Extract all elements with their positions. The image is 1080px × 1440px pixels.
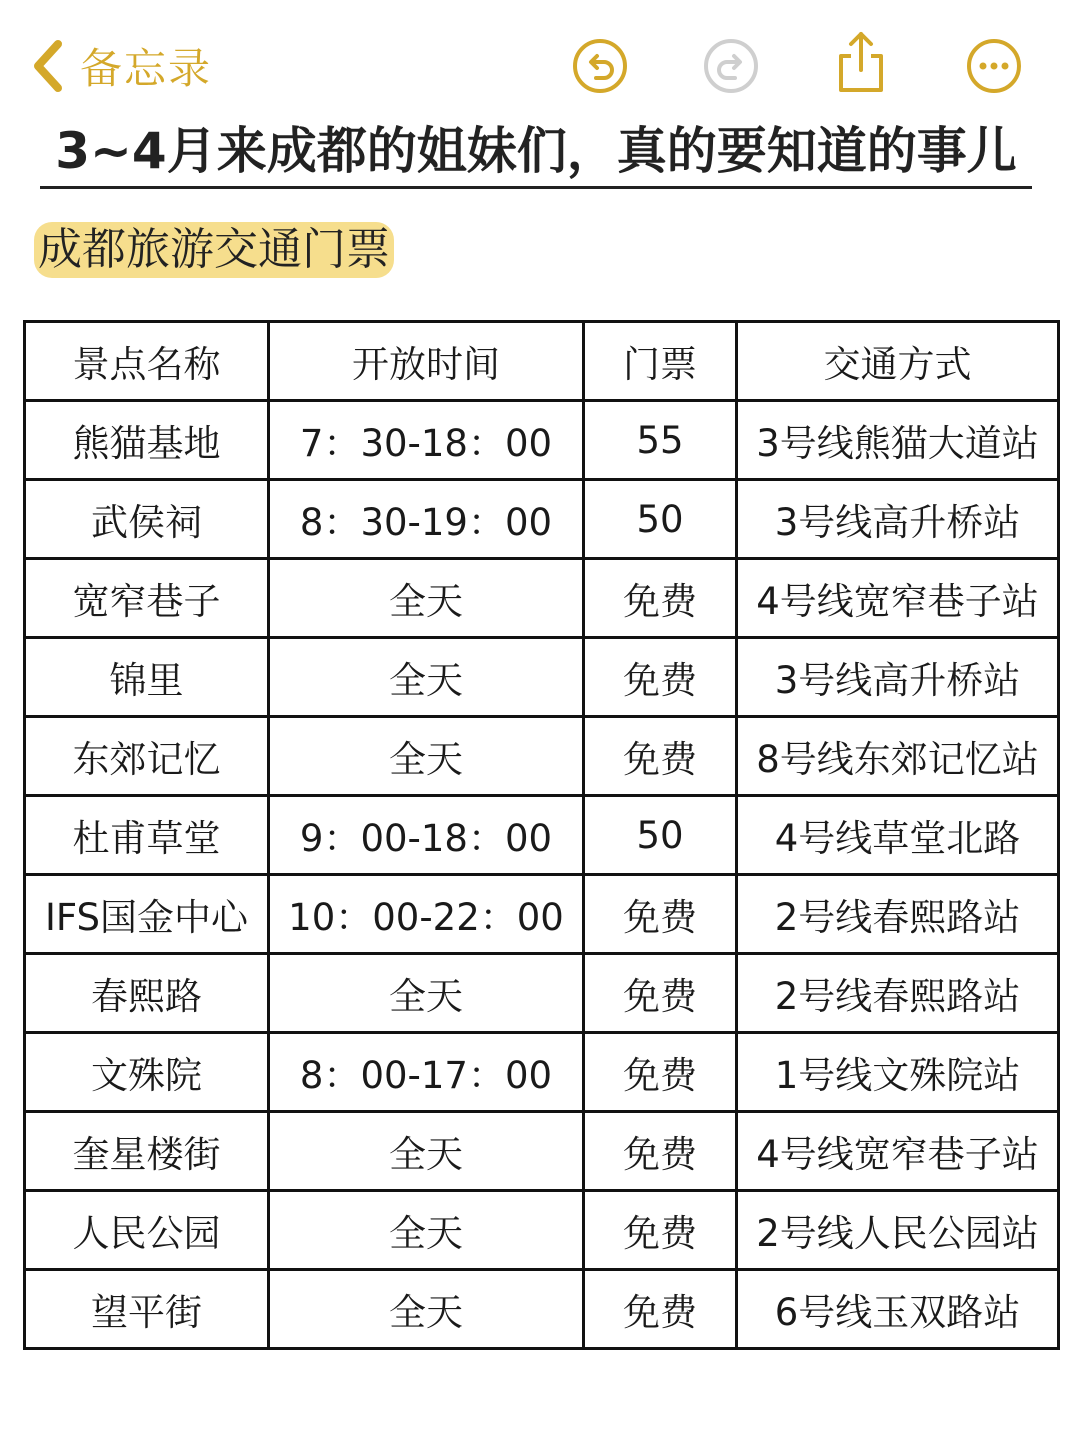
attraction-cell: 武侯祠 bbox=[25, 480, 269, 559]
transport-cell: 4号线宽窄巷子站 bbox=[737, 559, 1059, 638]
ticket-cell: 免费 bbox=[584, 1270, 737, 1349]
back-label: 备忘录 bbox=[80, 44, 213, 93]
attraction-cell: 杜甫草堂 bbox=[25, 796, 269, 875]
ticket-cell: 50 bbox=[584, 480, 737, 559]
ticket-cell: 免费 bbox=[584, 559, 737, 638]
transport-cell: 3号线熊猫大道站 bbox=[737, 401, 1059, 480]
hours-cell: 8：30-19：00 bbox=[269, 480, 584, 559]
hours-cell: 全天 bbox=[269, 1191, 584, 1270]
table-header-row bbox=[25, 322, 1059, 401]
undo-button[interactable] bbox=[572, 38, 628, 94]
table-row bbox=[25, 559, 1059, 638]
transport-cell: 2号线春熙路站 bbox=[737, 954, 1059, 1033]
column-header-ticket: 门票 bbox=[584, 322, 737, 401]
column-header-hours: 开放时间 bbox=[269, 322, 584, 401]
transport-cell: 1号线文殊院站 bbox=[737, 1033, 1059, 1112]
attraction-cell: 文殊院 bbox=[25, 1033, 269, 1112]
attraction-cell: 东郊记忆 bbox=[25, 717, 269, 796]
hours-cell: 全天 bbox=[269, 638, 584, 717]
attraction-cell: 锦里 bbox=[25, 638, 269, 717]
ticket-cell: 免费 bbox=[584, 1033, 737, 1112]
ticket-cell: 免费 bbox=[584, 954, 737, 1033]
redo-icon bbox=[703, 38, 759, 94]
ticket-cell: 免费 bbox=[584, 1112, 737, 1191]
attraction-cell: 宽窄巷子 bbox=[25, 559, 269, 638]
attraction-cell: 奎星楼街 bbox=[25, 1112, 269, 1191]
table-row bbox=[25, 875, 1059, 954]
ticket-cell: 免费 bbox=[584, 875, 737, 954]
table-row bbox=[25, 954, 1059, 1033]
chevron-left-icon bbox=[30, 38, 66, 94]
ticket-cell: 55 bbox=[584, 401, 737, 480]
hours-cell: 7：30-18：00 bbox=[269, 401, 584, 480]
hours-cell: 全天 bbox=[269, 1112, 584, 1191]
hours-cell: 全天 bbox=[269, 559, 584, 638]
table-row bbox=[25, 1270, 1059, 1349]
ticket-cell: 免费 bbox=[584, 638, 737, 717]
transport-cell: 4号线草堂北路 bbox=[737, 796, 1059, 875]
table-row bbox=[25, 796, 1059, 875]
transport-cell: 2号线人民公园站 bbox=[737, 1191, 1059, 1270]
note-title: 3~4月来成都的姐妹们，真的要知道的事儿 bbox=[40, 118, 1032, 189]
table-row bbox=[25, 1191, 1059, 1270]
hours-cell: 9：00-18：00 bbox=[269, 796, 584, 875]
undo-icon bbox=[572, 38, 628, 94]
table-row bbox=[25, 1112, 1059, 1191]
share-button[interactable] bbox=[833, 30, 889, 94]
attraction-cell: 熊猫基地 bbox=[25, 401, 269, 480]
transport-cell: 8号线东郊记忆站 bbox=[737, 717, 1059, 796]
ticket-cell: 免费 bbox=[584, 1191, 737, 1270]
transport-cell: 6号线玉双路站 bbox=[737, 1270, 1059, 1349]
table-row bbox=[25, 717, 1059, 796]
navigation-bar bbox=[0, 0, 1080, 130]
transport-cell: 3号线高升桥站 bbox=[737, 480, 1059, 559]
hours-cell: 全天 bbox=[269, 717, 584, 796]
attraction-cell: 人民公园 bbox=[25, 1191, 269, 1270]
section-heading: 成都旅游交通门票 bbox=[34, 222, 394, 278]
attraction-cell: IFS国金中心 bbox=[25, 875, 269, 954]
attraction-cell: 望平街 bbox=[25, 1270, 269, 1349]
back-button[interactable] bbox=[30, 36, 212, 96]
transport-cell: 4号线宽窄巷子站 bbox=[737, 1112, 1059, 1191]
more-icon bbox=[966, 38, 1022, 94]
table-row bbox=[25, 480, 1059, 559]
attraction-cell: 春熙路 bbox=[25, 954, 269, 1033]
hours-cell: 全天 bbox=[269, 1270, 584, 1349]
column-header-attraction: 景点名称 bbox=[25, 322, 269, 401]
share-icon bbox=[833, 30, 889, 94]
attractions-table bbox=[23, 320, 1060, 1350]
ticket-cell: 50 bbox=[584, 796, 737, 875]
table-row bbox=[25, 638, 1059, 717]
ticket-cell: 免费 bbox=[584, 717, 737, 796]
hours-cell: 全天 bbox=[269, 954, 584, 1033]
hours-cell: 10：00-22：00 bbox=[269, 875, 584, 954]
more-button[interactable] bbox=[966, 38, 1022, 94]
table-row bbox=[25, 401, 1059, 480]
column-header-transport: 交通方式 bbox=[737, 322, 1059, 401]
transport-cell: 2号线春熙路站 bbox=[737, 875, 1059, 954]
redo-button[interactable] bbox=[703, 38, 759, 94]
hours-cell: 8：00-17：00 bbox=[269, 1033, 584, 1112]
transport-cell: 3号线高升桥站 bbox=[737, 638, 1059, 717]
table-row bbox=[25, 1033, 1059, 1112]
